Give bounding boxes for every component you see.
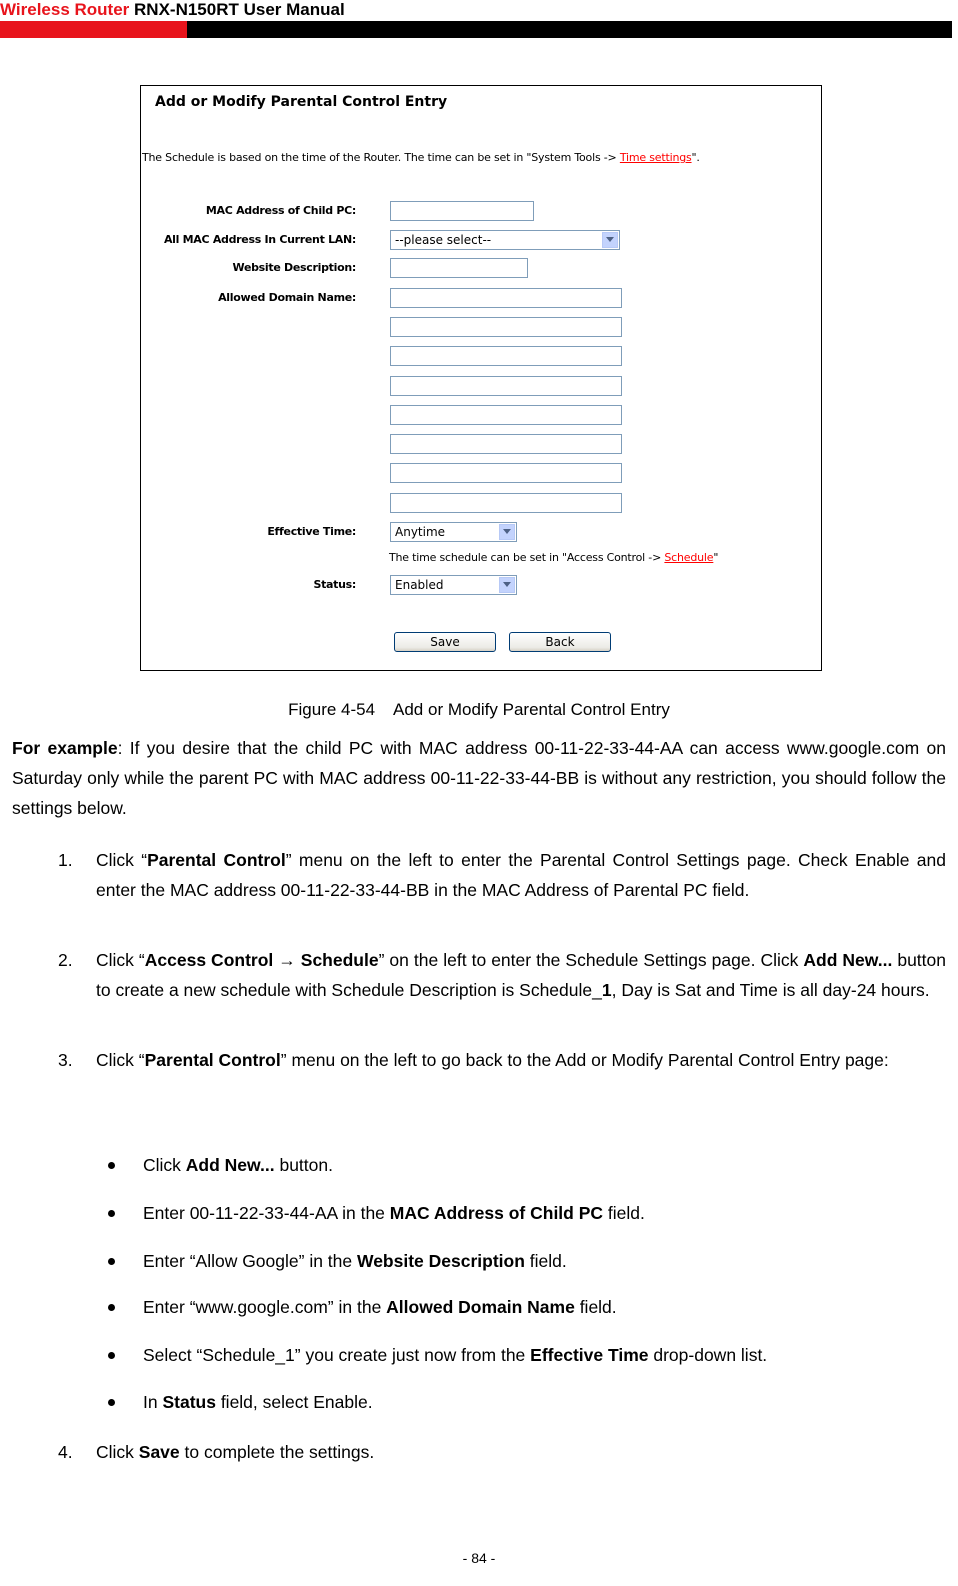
domain-input-8[interactable] — [390, 493, 622, 513]
effective-time-label: Effective Time: — [267, 525, 356, 538]
allowed-domain-label: Allowed Domain Name: — [218, 291, 356, 304]
schedule-note: The time schedule can be set in "Access Control -> Schedule" — [389, 551, 719, 564]
mac-child-label: MAC Address of Child PC: — [205, 204, 356, 217]
step-2: 2. Click “Access Control → Schedule” on the left to enter the Schedule Settings page. Click Add New... button to create a new schedule with Schedule Description is Schedule_1, Day is Sat and Time is all day-24 hours. — [58, 950, 946, 1000]
intro-paragraph: For example: If you desire that the child PC with MAC address 00-11-22-33-44-AA can access www.google.com on Saturday only while the parent PC with MAC address 00-11-22-33-44-BB is without any restriction, you should follow the settings below. — [12, 738, 946, 818]
chevron-down-icon — [499, 524, 515, 540]
website-desc-label: Website Description: — [232, 261, 356, 274]
domain-input-1[interactable] — [390, 288, 622, 308]
bullet-item: In Status field, select Enable. — [108, 1390, 373, 1414]
status-label: Status: — [313, 578, 356, 591]
domain-input-3[interactable] — [390, 346, 622, 366]
back-button[interactable]: Back — [509, 632, 611, 652]
all-mac-select[interactable]: --please select-- — [390, 230, 620, 250]
save-button[interactable]: Save — [394, 632, 496, 652]
effective-time-select[interactable]: Anytime — [390, 522, 517, 542]
bullet-item: Select “Schedule_1” you create just now from the Effective Time drop-down list. — [108, 1343, 767, 1367]
website-desc-input[interactable] — [390, 258, 528, 278]
step-1: 1. Click “Parental Control” menu on the left to enter the Parental Control Settings page. Check Enable and enter the MAC address 00-11-22-33-44-BB in the MAC Address of Parental PC field. — [58, 850, 947, 900]
time-settings-link[interactable]: Time settings — [619, 151, 692, 164]
domain-input-5[interactable] — [390, 405, 622, 425]
bullet-item: Enter “Allow Google” in the Website Description field. — [108, 1249, 567, 1273]
step-4: 4. Click Save to complete the settings. — [58, 1442, 375, 1462]
bullet-item: Enter 00-11-22-33-44-AA in the MAC Address of Child PC field. — [108, 1201, 645, 1225]
all-mac-label: All MAC Address In Current LAN: — [163, 233, 356, 246]
domain-input-7[interactable] — [390, 463, 622, 483]
status-select[interactable]: Enabled — [390, 575, 517, 595]
figure-caption: Figure 4-54 Add or Modify Parental Control Entry — [288, 700, 670, 719]
chevron-down-icon — [499, 577, 515, 593]
chevron-down-icon — [602, 232, 618, 248]
screenshot-panel — [140, 85, 822, 671]
bullet-item: Enter “www.google.com” in the Allowed Domain Name field. — [108, 1295, 617, 1319]
domain-input-6[interactable] — [390, 434, 622, 454]
domain-input-4[interactable] — [390, 376, 622, 396]
header-brand: Wireless Router — [0, 0, 130, 19]
bullet-item: Click Add New... button. — [108, 1153, 333, 1177]
header-title — [0, 0, 345, 20]
panel-title: Add or Modify Parental Control Entry — [155, 94, 448, 110]
mac-child-input[interactable] — [390, 201, 534, 221]
time-note: The Schedule is based on the time of the Router. The time can be set in "System Tools -> Time settings". — [142, 151, 700, 164]
schedule-link[interactable]: Schedule — [664, 551, 714, 564]
header-bar-accent — [0, 21, 187, 38]
header-bar — [0, 21, 952, 38]
header-model: RNX-N150RT User Manual — [134, 0, 345, 19]
domain-input-2[interactable] — [390, 317, 622, 337]
page-number: - 84 - — [462, 1550, 496, 1566]
step-3: 3. Click “Parental Control” menu on the left to go back to the Add or Modify Parental Control Entry page: — [58, 1050, 889, 1070]
